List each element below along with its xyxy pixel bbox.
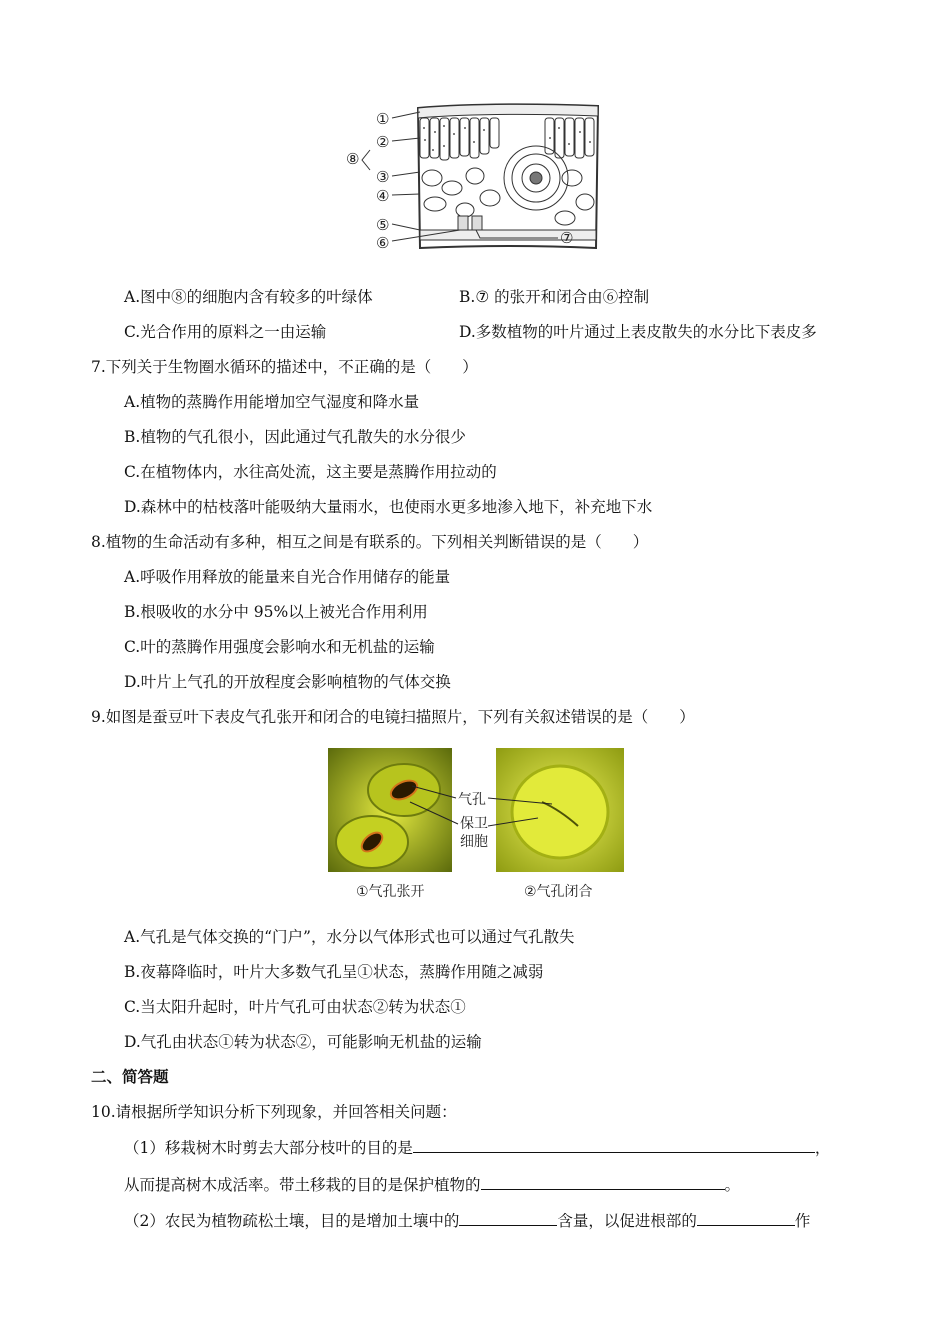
q10-stem: 10.请根据所学知识分析下列现象，并回答相关问题： xyxy=(91,1103,457,1121)
q10-part1-line2 xyxy=(124,1173,740,1196)
q10-part2-line1 xyxy=(124,1209,810,1232)
leaf-label-6: ⑥ xyxy=(376,234,390,252)
answer-blank-2[interactable] xyxy=(481,1173,725,1190)
q8-option-b: B.根吸收的水分中 95%以上被光合作用利用 xyxy=(124,603,428,621)
q9-option-d: D.气孔由状态①转为状态②，可能影响无机盐的运输 xyxy=(124,1033,482,1051)
q10-part1-text-a: （1）移栽树木时剪去大部分枝叶的目的是 xyxy=(124,1139,413,1157)
q10-part1-text-d: 。 xyxy=(724,1176,741,1194)
q7-option-d: D.森林中的枯枝落叶能吸纳大量雨水，也使雨水更多地渗入地下，补充地下水 xyxy=(124,498,653,516)
caption-stoma-open: ①气孔张开 xyxy=(356,884,425,900)
caption-stoma-closed: ②气孔闭合 xyxy=(524,884,593,900)
q10-part1-text-c: 从而提高树木成活率。带土移栽的目的是保护植物的 xyxy=(124,1176,481,1194)
q9-option-a: A.气孔是气体交换的“门户”，水分以气体形式也可以通过气孔散失 xyxy=(124,928,575,946)
leaf-label-5: ⑤ xyxy=(376,216,390,234)
leaf-label-8: ⑧ xyxy=(346,150,360,168)
q6-option-a: A.图中⑧的细胞内含有较多的叶绿体 xyxy=(124,288,373,306)
q10-part1-text-b: ， xyxy=(814,1139,831,1157)
q6-option-d: D.多数植物的叶片通过上表皮散失的水分比下表皮多 xyxy=(459,323,817,341)
answer-blank-4[interactable] xyxy=(697,1209,795,1226)
stomata-photos-figure xyxy=(328,746,628,906)
q8-option-d: D.叶片上气孔的开放程度会影响植物的气体交换 xyxy=(124,673,451,691)
q10-part2-text-a: （2）农民为植物疏松土壤，目的是增加土壤中的 xyxy=(124,1212,460,1230)
q10-part1-line1 xyxy=(124,1136,830,1159)
q6-option-b: B.⑦ 的张开和闭合由⑥控制 xyxy=(459,288,650,306)
q7-option-b: B.植物的气孔很小，因此通过气孔散失的水分很少 xyxy=(124,428,466,446)
q8-option-a: A.呼吸作用释放的能量来自光合作用储存的能量 xyxy=(124,568,451,586)
leaf-label-7: ⑦ xyxy=(560,229,574,247)
answer-blank-1[interactable] xyxy=(413,1136,815,1153)
guard-cell-label-1: 保卫 xyxy=(460,816,488,832)
leaf-label-4: ④ xyxy=(376,187,390,205)
leaf-cross-section-figure xyxy=(340,98,610,258)
q8-option-c: C.叶的蒸腾作用强度会影响水和无机盐的运输 xyxy=(124,638,435,656)
leaf-label-3: ③ xyxy=(376,168,390,186)
q7-stem: 7.下列关于生物圈水循环的描述中，不正确的是（ ） xyxy=(91,358,478,376)
q7-option-a: A.植物的蒸腾作用能增加空气湿度和降水量 xyxy=(124,393,420,411)
q6-option-c: C.光合作用的原料之一由运输 xyxy=(124,323,327,341)
leaf-label-1: ① xyxy=(376,110,390,128)
answer-blank-3[interactable] xyxy=(459,1209,557,1226)
q10-part2-text-c: 作 xyxy=(794,1212,811,1230)
q10-part2-text-b: 含量，以促进根部的 xyxy=(557,1212,697,1230)
q9-stem: 9.如图是蚕豆叶下表皮气孔张开和闭合的电镜扫描照片，下列有关叙述错误的是（ ） xyxy=(91,708,695,726)
section-heading: 二、简答题 xyxy=(91,1067,169,1086)
q7-option-c: C.在植物体内，水往高处流，这主要是蒸腾作用拉动的 xyxy=(124,463,497,481)
q9-option-c: C.当太阳升起时，叶片气孔可由状态②转为状态① xyxy=(124,998,466,1016)
q9-option-b: B.夜幕降临时，叶片大多数气孔呈①状态，蒸腾作用随之减弱 xyxy=(124,963,544,981)
q8-stem: 8.植物的生命活动有多种，相互之间是有联系的。下列相关判断错误的是（ ） xyxy=(91,533,649,551)
stoma-label: 气孔 xyxy=(458,792,486,808)
leaf-label-2: ② xyxy=(376,133,390,151)
guard-cell-label-2: 细胞 xyxy=(460,834,488,850)
